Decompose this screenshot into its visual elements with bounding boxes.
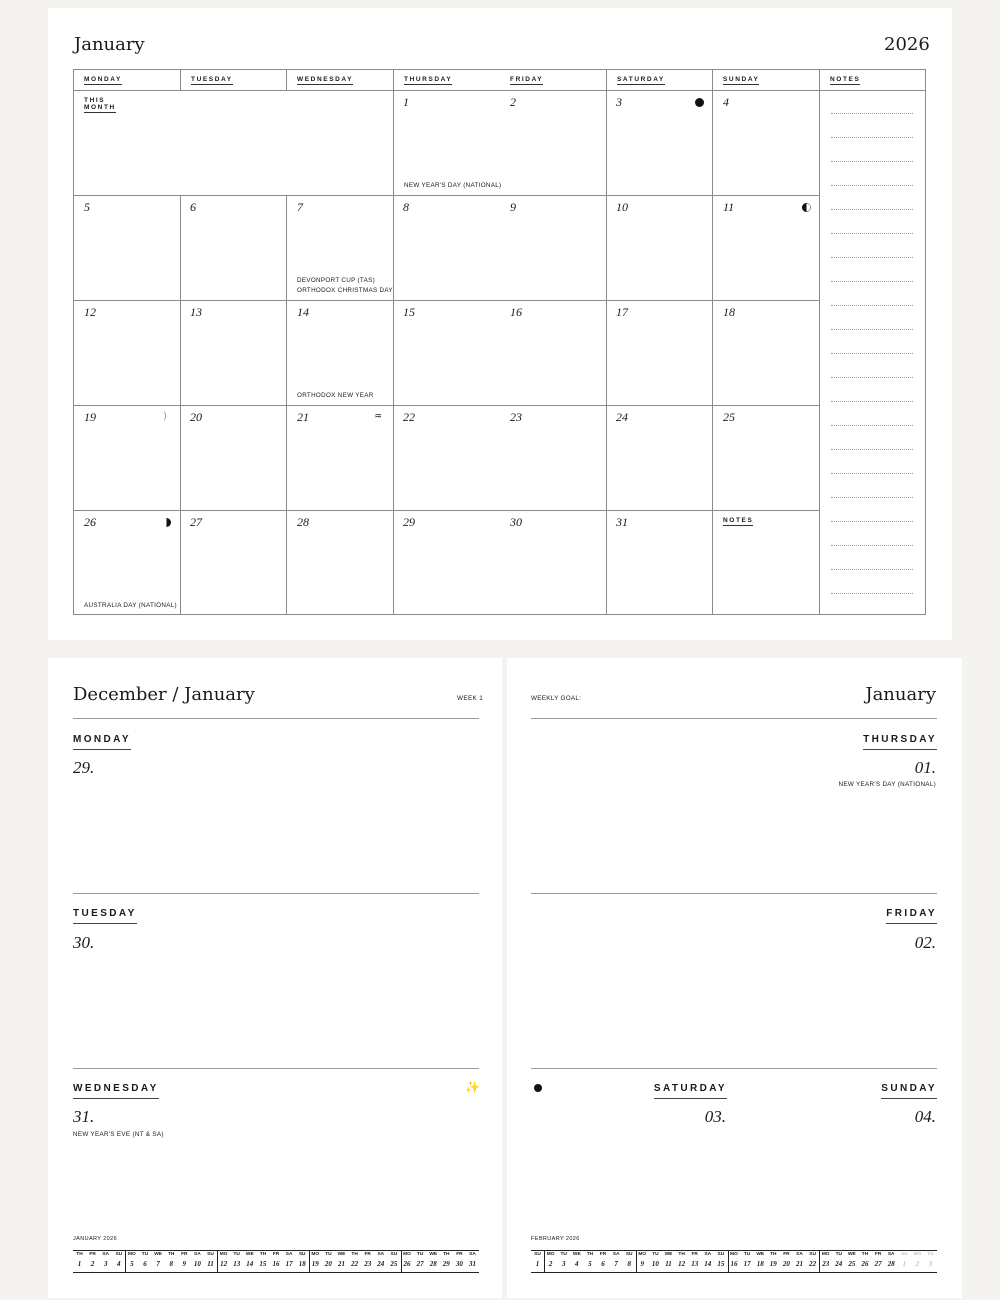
week-separator [309,1251,310,1272]
mini-date: 19 [311,1260,319,1268]
weekly-left-page [48,658,502,1298]
mini-weekday: TU [141,1252,149,1257]
mini-date: 16 [272,1260,280,1268]
mini-date: 2 [915,1260,920,1268]
mini-date: 27 [416,1260,424,1268]
week-separator [217,1251,218,1272]
day-number: 28 [297,515,309,529]
notes-line [831,497,913,498]
mini-weekday: FR [456,1252,463,1257]
day-date-monday: 29. [73,758,95,777]
mini-date: 26 [861,1260,869,1268]
notes-line [831,281,913,282]
holiday-label: NEW YEAR'S DAY (NATIONAL) [404,182,502,189]
mini-date: 14 [704,1260,712,1268]
mini-weekday: SA [612,1252,620,1257]
mini-date: 8 [627,1260,631,1268]
week-title-right: January [865,684,936,705]
mini-weekday: TU [416,1252,424,1257]
week-separator [401,1251,402,1272]
holiday-label: ORTHODOX NEW YEAR [297,392,374,399]
mini-date: 12 [678,1260,686,1268]
mini-date: 17 [743,1260,751,1268]
mini-date: 25 [390,1260,398,1268]
month-grid: MONDAY TUESDAY WEDNESDAY THURSDAY FRIDAY SATURDAY SUNDAY NOTES THIS MONTH NOTES [73,69,926,615]
mini-weekday: WE [429,1252,438,1257]
mini-weekday: WE [756,1252,765,1257]
mini-date: 14 [246,1260,254,1268]
mini-date: 27 [874,1260,882,1268]
day-name-tuesday: TUESDAY [73,908,137,924]
mini-calendar-january [73,1236,479,1272]
mini-weekday: TU [927,1252,934,1257]
holiday-label: ORTHODOX CHRISTMAS DAY [297,287,393,294]
mini-weekday: FR [691,1252,698,1257]
first-quarter-moon-icon [162,518,171,527]
mini-calendar-february [531,1236,937,1272]
holiday-label: AUSTRALIA DAY (NATIONAL) [84,602,177,609]
notes-line [831,185,913,186]
mini-date: 20 [324,1260,332,1268]
notes-line [831,257,913,258]
mini-weekday: TH [167,1252,175,1257]
mini-weekday: SU [298,1252,306,1257]
week-separator [636,1251,637,1272]
mini-date: 4 [117,1260,121,1268]
mini-weekday: TU [233,1252,240,1257]
notes-line [831,545,913,546]
firework-icon: ✨ [465,1080,480,1094]
mini-date: 1 [77,1260,82,1268]
mini-date: 13 [691,1260,699,1268]
mini-weekday: FR [181,1252,188,1257]
mini-date: 2 [548,1260,553,1268]
mini-weekday: TU [652,1252,659,1257]
mini-weekday: WE [337,1252,346,1257]
day-date-sunday: 04. [914,1107,936,1126]
notes-line [831,377,913,378]
mini-date: 31 [469,1260,476,1268]
day-date-friday: 02. [914,933,936,952]
day-date-thursday: 01. [914,758,936,777]
mini-weekday: FR [599,1252,607,1257]
week-separator [125,1251,126,1272]
full-moon-icon [534,1084,542,1092]
holiday-label: NEW YEAR'S DAY (NATIONAL) [838,781,936,788]
notes-line [831,593,913,594]
mini-date: 7 [156,1260,160,1268]
mini-weekday: WE [664,1252,673,1257]
mini-weekday: SU [534,1252,541,1257]
mini-weekday: TH [770,1252,777,1257]
day-number: 29 [403,515,415,529]
mini-weekday: TU [835,1252,842,1257]
mini-weekday: MO [638,1252,647,1257]
mini-weekday: SA [194,1252,201,1257]
monthly-year: 2026 [884,34,930,55]
day-number: 30 [510,515,522,529]
full-moon-icon [695,98,704,107]
mini-date: 5 [130,1260,134,1268]
mini-calendar-label: FEBRUARY 2026 [531,1236,580,1242]
mini-weekday: TH [443,1252,450,1257]
week-separator [819,1251,820,1272]
aquarius-icon: ♒ [374,412,383,422]
day-number: 16 [510,305,522,319]
holiday-label: DEVONPORT CUP (TAS) [297,277,376,284]
mini-date: 13 [233,1260,241,1268]
day-number: 7 [297,200,303,214]
day-number: 19 [84,410,96,424]
day-number: 14 [297,305,309,319]
mini-weekday: WE [848,1252,856,1257]
day-number: 23 [510,410,522,424]
mini-calendar-label: JANUARY 2026 [73,1236,118,1242]
mini-weekday: SU [115,1252,123,1257]
mini-weekday: TH [76,1252,83,1257]
mini-weekday: FR [783,1252,790,1257]
mini-weekday: TH [351,1252,358,1257]
mini-date: 29 [442,1260,450,1268]
mini-date: 16 [730,1260,738,1268]
notes-line [831,569,913,570]
mini-weekday: TH [259,1252,267,1257]
day-date-saturday: 03. [704,1107,726,1126]
mini-weekday: SA [469,1252,476,1257]
mini-date: 11 [207,1260,214,1268]
day-number: 26 [84,515,96,529]
mini-weekday: TU [560,1252,567,1257]
mini-date: 20 [782,1260,790,1268]
day-number: 31 [616,515,628,529]
day-number: 10 [616,200,628,214]
mini-date: 28 [429,1260,437,1268]
mini-date: 17 [285,1260,293,1268]
mini-date: 6 [601,1260,605,1268]
mini-weekday: FR [89,1252,96,1257]
mini-weekday: MO [730,1252,738,1257]
day-number: 15 [403,305,415,319]
day-name-thursday: THURSDAY [863,734,937,750]
mini-weekday: TH [678,1252,685,1257]
mini-date: 21 [796,1260,803,1268]
mini-date: 18 [298,1260,306,1268]
mini-weekday: SA [704,1252,712,1257]
mini-weekday: FR [272,1252,280,1257]
week-separator [544,1251,545,1272]
holiday-label: NEW YEAR'S EVE (NT & SA) [73,1131,164,1138]
mini-weekday: TH [861,1252,869,1257]
mini-date: 1 [535,1260,540,1268]
notes-line [831,401,913,402]
mini-weekday: SU [625,1252,633,1257]
day-number: 11 [723,200,735,214]
mini-date: 3 [103,1260,108,1268]
day-number: 27 [190,515,202,529]
mini-date: 6 [143,1260,147,1268]
notes-line [831,329,913,330]
day-number: 2 [510,95,516,109]
mini-date: 22 [351,1260,359,1268]
mini-weekday: TU [325,1252,332,1257]
mini-date: 5 [588,1260,592,1268]
notes-line [831,137,913,138]
weekly-goal-label: WEEKLY GOAL: [531,695,582,702]
mini-date: 24 [377,1260,385,1268]
mini-date: 15 [717,1260,725,1268]
mini-weekday: MO [546,1252,555,1257]
monthly-title: January [74,34,145,55]
mini-weekday: SA [887,1252,895,1257]
notes-line [831,425,913,426]
day-number: 18 [723,305,735,319]
mini-weekday: SA [285,1252,293,1257]
day-number: 17 [616,305,628,319]
last-quarter-moon-icon [802,203,811,212]
mini-date: 3 [561,1260,566,1268]
mini-weekday: TU [743,1252,751,1257]
day-number: 6 [190,200,196,214]
mini-weekday: SU [900,1252,908,1257]
mini-date: 7 [614,1260,618,1268]
notes-line [831,305,913,306]
mini-weekday: MO [821,1252,830,1257]
mini-weekday: WE [572,1252,581,1257]
mini-weekday: FR [364,1252,371,1257]
mini-date: 18 [756,1260,764,1268]
week-separator [728,1251,729,1272]
mini-date: 19 [769,1260,777,1268]
mini-weekday: MO [219,1252,228,1257]
mini-date: 10 [193,1260,201,1268]
mini-weekday: MO [913,1252,922,1257]
mini-date: 10 [651,1260,659,1268]
mini-weekday: MO [403,1252,411,1257]
notes-line [831,521,913,522]
notes-line [831,353,913,354]
day-number: 24 [616,410,628,424]
mini-date: 8 [169,1260,173,1268]
notes-line [831,233,913,234]
day-number: 21 [297,410,309,424]
mini-date: 1 [902,1260,907,1268]
day-name-sunday: SUNDAY [881,1083,937,1099]
mini-weekday: SU [207,1252,214,1257]
mini-weekday: WE [245,1252,254,1257]
mini-date: 21 [338,1260,345,1268]
mini-date: 23 [364,1260,372,1268]
day-number: 9 [510,200,516,214]
mini-date: 30 [455,1260,463,1268]
day-number: 8 [403,200,409,214]
day-number: 20 [190,410,202,424]
mini-weekday: SU [717,1252,725,1257]
mini-date: 12 [220,1260,228,1268]
day-number: 22 [403,410,415,424]
mini-date: 28 [887,1260,895,1268]
week-title: December / January [73,684,255,705]
mini-date: 3 [928,1260,933,1268]
notes-line [831,209,913,210]
mini-date: 15 [259,1260,267,1268]
mini-weekday: MO [311,1252,320,1257]
notes-line [831,449,913,450]
mini-date: 22 [809,1260,817,1268]
mini-date: 26 [403,1260,411,1268]
mini-date: 23 [822,1260,830,1268]
new-moon-icon: ) [163,411,167,422]
mini-weekday: SU [809,1252,816,1257]
mini-date: 25 [848,1260,856,1268]
day-number: 4 [723,95,729,109]
day-number: 13 [190,305,202,319]
day-number: 12 [84,305,96,319]
notes-line [831,161,913,162]
notes-line [831,473,913,474]
day-number: 25 [723,410,735,424]
mini-date: 9 [182,1260,187,1268]
day-number: 3 [616,95,622,109]
day-number: 5 [84,200,90,214]
notes-line [831,113,913,114]
day-number: 1 [403,95,409,109]
mini-weekday: FR [874,1252,882,1257]
mini-weekday: SA [377,1252,385,1257]
mini-weekday: WE [154,1252,162,1257]
mini-weekday: SU [390,1252,398,1257]
mini-date: 24 [835,1260,843,1268]
day-name-monday: MONDAY [73,734,131,750]
mini-date: 2 [90,1260,95,1268]
mini-weekday: SA [796,1252,803,1257]
mini-date: 11 [665,1260,672,1268]
day-date-tuesday: 30. [73,933,95,952]
mini-weekday: TH [586,1252,594,1257]
mini-date: 9 [640,1260,645,1268]
weekly-right-page [507,658,962,1298]
day-name-friday: FRIDAY [886,908,937,924]
day-name-wednesday: WEDNESDAY [73,1083,159,1099]
day-name-saturday: SATURDAY [654,1083,727,1099]
day-date-wednesday: 31. [73,1107,95,1126]
mini-weekday: SA [102,1252,110,1257]
mini-date: 4 [575,1260,579,1268]
week-number: WEEK 1 [457,695,484,702]
mini-weekday: MO [128,1252,136,1257]
